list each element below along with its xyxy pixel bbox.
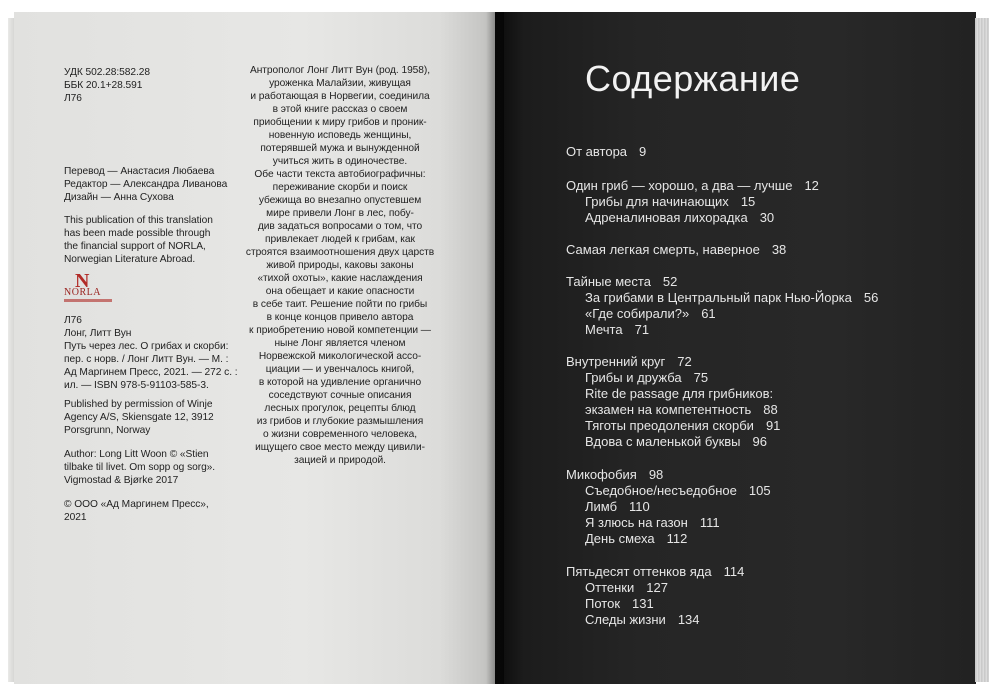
toc-page-number: 38 [771, 242, 787, 257]
toc-section [585, 386, 773, 402]
author-mark: Л76 [64, 93, 82, 104]
toc-entry-title: Внутренний круг [566, 354, 666, 369]
toc-page-number: 127 [646, 580, 668, 595]
toc-page-number: 134 [677, 612, 700, 627]
annotation-line: в конце концов привело автора [266, 312, 414, 323]
annotation-line: строятся взаимоотношения двух царств [245, 247, 435, 258]
toc-entry-title: Оттенки [585, 580, 635, 595]
toc-section [585, 531, 687, 547]
author-line: Author: Long Litt Woon © «Stien [64, 449, 209, 460]
toc-section [585, 434, 767, 450]
toc-page-number: 112 [666, 531, 688, 546]
toc-page-number: 61 [701, 306, 716, 321]
annotation-line: потерявшей мужа и вынужденной [260, 143, 420, 154]
catalog-line: ил. — ISBN 978-5-91103-585-3. [64, 380, 209, 391]
author-line: tilbake til livet. Om sopp og sorg». [64, 462, 216, 473]
toc-entry-title: Самая легкая смерть, наверное [566, 242, 760, 257]
norla-logo-word: NORLA [64, 287, 101, 298]
annotation-line: мире привели Лонг в лес, побу- [266, 208, 414, 219]
annotation-line: из грибов и глубокие размышления [256, 416, 424, 427]
annotation-line: новенную исповедь женщины, [268, 130, 412, 141]
translation-note-line: Norwegian Literature Abroad. [64, 254, 196, 265]
translation-note [64, 214, 213, 266]
toc-section [585, 596, 654, 612]
catalog-line: Лонг, Литт Вун [64, 328, 132, 339]
permission-line: Published by permission of Winje [64, 399, 213, 410]
annotation-line: она обещает и какие опасности [265, 286, 415, 297]
annotation-line: ищущего свое место между цивили- [255, 442, 425, 453]
copyright [64, 498, 209, 524]
designer-credit: Дизайн — Анна Сухова [64, 192, 174, 203]
toc-page-number: 15 [740, 194, 756, 209]
toc-section [585, 194, 755, 210]
toc-entry-title: экзамен на компетентность [585, 402, 752, 417]
toc-chapter [566, 144, 646, 160]
toc-chapter [566, 242, 786, 258]
toc-entry-title: Следы жизни [585, 612, 666, 627]
toc-page-number: 96 [752, 434, 767, 449]
permission-line: Agency A/S, Skiensgate 12, 3912 [64, 412, 214, 423]
toc-entry-title: Тайные места [566, 274, 651, 289]
translator-credit: Перевод — Анастасия Любаева [64, 166, 215, 177]
toc-chapter [566, 178, 819, 194]
annotation-line: привлекает людей к грибам, как [265, 234, 415, 245]
annotation-line: див задаться вопросами о том, что [257, 221, 423, 232]
annotation-line: в которой на удивление органично [258, 377, 422, 388]
imprint-codes [64, 66, 150, 105]
toc-entry-title: «Где собирали?» [585, 306, 690, 321]
annotation-line: переживание скорби и поиск [272, 182, 408, 193]
catalog-line: Путь через лес. О грибах и скорби: [64, 341, 229, 352]
toc-page-number: 52 [662, 274, 678, 289]
toc-page-number: 114 [723, 564, 745, 579]
catalog-line: Л76 [64, 315, 82, 326]
annotation-line: «тихой охоты», какие наслаждения [257, 273, 423, 284]
toc-entry-title: Пятьдесят оттенков яда [566, 564, 712, 579]
toc-page-number: 71 [634, 322, 650, 337]
catalog-line: Ад Маргинем Пресс, 2021. — 272 с. : [64, 367, 238, 378]
toc-page-number: 9 [639, 144, 647, 159]
toc-entry-title: Лимб [585, 499, 618, 514]
toc-section [585, 612, 700, 628]
translation-note-line: This publication of this translation [64, 215, 213, 226]
translation-note-line: has been made possible through [64, 228, 211, 239]
annotation-line: ныне Лонг является членом [274, 338, 406, 349]
annotation-line: зацией и природой. [294, 455, 386, 466]
toc-page-number: 88 [763, 402, 778, 417]
toc-page-number: 105 [748, 483, 771, 498]
toc-entry-title: За грибами в Центральный парк Нью-Йорка [585, 290, 852, 305]
right-page [495, 12, 976, 684]
toc-page-number: 110 [629, 499, 650, 514]
toc-page-number: 111 [699, 515, 720, 530]
translation-note-line: the financial support of NORLA, [64, 241, 206, 252]
author-line: Vigmostad & Bjørke 2017 [64, 475, 179, 486]
toc-entry-title: Адреналиновая лихорадка [585, 210, 748, 225]
copyright-line: © ООО «Ад Маргинем Пресс», [64, 499, 209, 510]
editor-credit: Редактор — Александра Ливанова [64, 179, 228, 190]
toc-page-number: 72 [677, 354, 692, 369]
toc-entry-title: Поток [585, 596, 621, 611]
author-original-title [64, 448, 215, 487]
credits [64, 165, 227, 204]
annotation-line: соседствуют сочные описания [268, 390, 412, 401]
toc-entry-title: Один гриб — хорошо, а два — лучше [566, 178, 793, 193]
toc-page-number: 30 [759, 210, 775, 225]
toc-entry-title: От автора [566, 144, 628, 159]
toc-entry-title: Вдова с маленькой буквы [585, 434, 741, 449]
toc-page-number: 12 [804, 178, 819, 193]
toc-section [585, 499, 650, 515]
toc-section [585, 370, 708, 386]
toc-entry-title: Я злюсь на газон [585, 515, 688, 530]
toc-entry-title: Rite de passage для грибников: [585, 386, 774, 401]
toc-entry-title: Тяготы преодоления скорби [585, 418, 754, 433]
annotation-line: Антрополог Лонг Литт Вун (род. 1958), [249, 65, 431, 76]
toc-page-number: 91 [765, 418, 781, 433]
annotation-line: живой природы, каковы законы [266, 260, 414, 271]
permission-note [64, 398, 214, 437]
toc-section [585, 290, 878, 306]
toc-chapter [566, 564, 744, 580]
toc-chapter [566, 467, 663, 483]
toc-page-number: 131 [632, 596, 654, 611]
annotation-line: о жизни современного человека, [262, 429, 417, 440]
toc-section [585, 306, 716, 322]
toc-page-number: 98 [648, 467, 664, 482]
spine-shadow [486, 12, 504, 684]
norla-logo [64, 271, 112, 305]
toc-chapter [566, 354, 692, 370]
copyright-line: 2021 [64, 512, 87, 523]
norla-logo-letter: N [75, 270, 90, 292]
annotation-line: в этой книге рассказ о своем [272, 104, 408, 115]
contents-title: Содержание [585, 58, 801, 99]
toc-entry-title: Съедобное/несъедобное [585, 483, 737, 498]
catalog-line: пер. с норв. / Лонг Литт Вун. — М. : [64, 354, 229, 365]
toc-entry-title: Грибы для начинающих [585, 194, 729, 209]
book-annotation [240, 64, 440, 467]
toc-entry-title: Грибы и дружба [585, 370, 682, 385]
toc-page-number: 56 [863, 290, 879, 305]
annotation-line: к приобретению новой компетенции — [249, 325, 431, 336]
toc-entry-title: День смеха [585, 531, 655, 546]
annotation-line: циации — и увенчалось книгой, [265, 364, 415, 375]
annotation-line: Норвежской микологической ассо- [258, 351, 422, 362]
toc-page-number: 75 [693, 370, 709, 385]
toc-section [585, 402, 778, 418]
annotation-line: приобщении к миру грибов и проник- [253, 117, 427, 128]
udk-code: УДК 502.28:582.28 [64, 67, 150, 78]
toc-entry-title: Микофобия [566, 467, 637, 482]
annotation-line: и работающая в Норвегии, соединила [250, 91, 430, 102]
toc-section [585, 515, 720, 531]
toc-section [585, 418, 780, 434]
toc-section [585, 483, 771, 499]
annotation-line: лесных прогулок, рецепты блюд [264, 403, 416, 414]
annotation-line: убежища во внезапно опустевшем [258, 195, 422, 206]
right-page-edge [975, 18, 989, 682]
toc-chapter [566, 274, 677, 290]
bbk-code: ББК 20.1+28.591 [64, 80, 143, 91]
annotation-line: учиться жить в одиночестве. [272, 156, 408, 167]
annotation-line: в себе таит. Решение пойти по грибы [252, 299, 428, 310]
permission-line: Porsgrunn, Norway [64, 425, 151, 436]
norla-logo-underline [64, 299, 112, 302]
annotation-line: уроженка Малайзии, живущая [269, 78, 411, 89]
toc-section [585, 580, 668, 596]
toc-section [585, 210, 774, 226]
annotation-line: Обе части текста автобиографичны: [254, 169, 426, 180]
toc-section [585, 322, 649, 338]
toc-entry-title: Мечта [585, 322, 623, 337]
catalog-entry [64, 314, 238, 392]
